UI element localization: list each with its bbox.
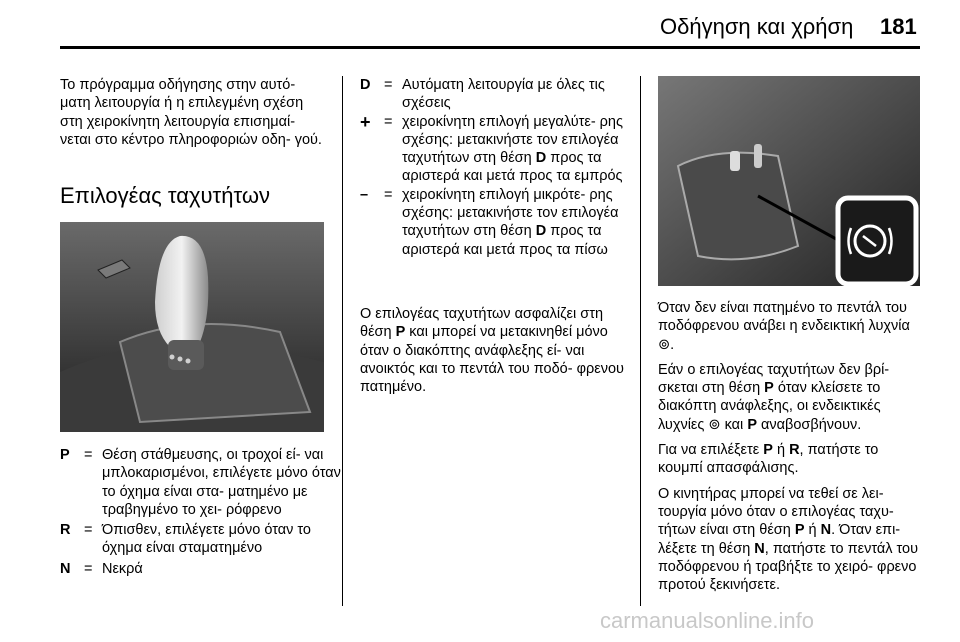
left-column: [60, 76, 325, 149]
def-key: N: [60, 560, 71, 577]
para-bold: N: [754, 540, 765, 557]
def-key: R: [60, 522, 71, 539]
def-key: +: [360, 111, 371, 132]
def-text: [402, 186, 624, 259]
def-key: D: [360, 77, 371, 93]
def-text-end: προς τα αριστερά και μετά προς τα πίσω: [402, 223, 608, 258]
def-text: Όπισθεν, επιλέγετε μόνο όταν το όχημα είναι σταματημένο: [102, 522, 311, 557]
para-text: και: [724, 416, 744, 433]
def-text: Θέση στάθμευσης, οι τροχοί εί- ναι μπλοκαρισμένοι, επιλέγετε μόνο όταν το όχημα είναι στα- ματημένο με τραβηγμένο το χει- ρόφρενο: [102, 447, 341, 518]
def-key: P: [60, 447, 70, 463]
right-paragraph-4: [658, 485, 922, 595]
page-number: 181: [880, 14, 917, 39]
para-text: , πατήστε το κουμπί απασφάλισης.: [658, 442, 879, 477]
para-text: ή: [776, 442, 786, 459]
watermark: carmanualsonline.info: [600, 608, 815, 633]
para-text: Ο επιλογέας ταχυτήτων ασφαλίζει στη θέση: [360, 306, 604, 341]
def-equals: =: [384, 186, 393, 203]
def-text: Αυτόματη λειτουργία με όλες τις σχέσεις: [402, 77, 605, 112]
def-text-start: χειροκίνητη επιλογή μικρότε- ρης σχέσης: μετακινήστε τον επιλογέα ταχυτήτων στη θέση: [402, 186, 619, 240]
para-text: .: [670, 336, 675, 353]
para-text: ή: [808, 522, 817, 539]
right-column: [658, 299, 922, 601]
brake-warning-icon: ⊚: [658, 336, 671, 353]
def-equals: =: [384, 113, 393, 130]
para-bold: P: [395, 324, 406, 341]
def-row-d: [360, 76, 624, 113]
def-text-start: χειροκίνητη επιλογή μεγαλύτε- ρης σχέσης: μετακινήστε τον επιλογέα ταχυτήτων στη θέση: [402, 113, 623, 167]
gear-selector-photo: [60, 222, 324, 432]
page-header-title: Οδήγηση και χρήση: [660, 14, 854, 39]
column-divider-right: [640, 76, 641, 606]
para-text: Για να επιλέξετε: [658, 442, 760, 459]
def-row-n: [60, 560, 342, 578]
right-paragraph-3: [658, 441, 922, 478]
middle-paragraph: [360, 305, 624, 396]
para-bold: N: [820, 522, 832, 539]
para-bold: P: [794, 522, 805, 539]
def-row-minus: [360, 186, 624, 259]
section-heading: Επιλογέας ταχυτήτων: [60, 183, 271, 208]
right-paragraph-1: [658, 299, 922, 354]
para-text: , πατήστε το πεντάλ του ποδόφρενου ή τραβήξτε το χειρό- φρενο προτού ξεκινήσετε.: [658, 540, 919, 594]
column-divider-left: [342, 76, 343, 606]
right-paragraph-2: [658, 361, 922, 434]
def-text-bold: D: [535, 150, 547, 167]
brake-warning-icon: ⊚: [708, 416, 721, 433]
def-equals: =: [84, 560, 93, 577]
def-equals: =: [84, 447, 93, 463]
para-text: Εάν ο επιλογέας ταχυτήτων δεν βρί- σκεται στη θέση: [658, 361, 890, 397]
para-text: Ο κινητήρας μπορεί να τεθεί σε λει- τουργία μόνο όταν ο επιλογέας ταχυ- τήτων είναι στη θέση: [658, 485, 894, 539]
def-equals: =: [384, 77, 393, 93]
def-text: [402, 113, 624, 186]
def-equals: =: [84, 522, 93, 539]
gear-selector-illustration: [60, 222, 324, 432]
brake-warning-photo: [658, 76, 920, 286]
middle-definition-list: [360, 76, 624, 259]
para-text: αναβοσβήνουν.: [761, 416, 862, 433]
para-bold: P: [764, 380, 774, 397]
def-text-end: προς τα αριστερά και μετά προς τα εμπρός: [402, 150, 623, 185]
def-key: –: [360, 186, 369, 203]
para-bold: P: [747, 416, 757, 433]
brake-warning-illustration: [658, 76, 920, 286]
header-rule: [60, 46, 920, 49]
para-text: Όταν δεν είναι πατημένο το πεντάλ του ποδόφρενου ανάβει η ενδεικτική λυχνία: [658, 300, 910, 335]
para-text: και μπορεί να μετακινηθεί μόνο όταν ο διακόπτης ανάφλεξης εί- ναι ανοικτός και το πεντάλ του ποδό- φρενου πατημένο.: [360, 324, 624, 396]
intro-paragraph: Το πρόγραμμα οδήγησης στην αυτό- ματη λειτουργία ή η επιλεγμένη σχέση στη χειροκίνητη λειτουργία επισημαί- νεται στο κέντρο πληροφοριών οδη- γού.: [60, 77, 322, 148]
def-row-r: [60, 521, 342, 558]
def-text-bold: D: [535, 223, 547, 240]
para-bold: R: [789, 442, 800, 459]
para-text: όταν κλείσετε το διακόπτη ανάφλεξης, οι ενδεικτικές λυχνίες: [658, 380, 881, 433]
def-row-p: [60, 446, 342, 519]
para-bold: P: [763, 442, 773, 459]
left-definition-list: [60, 446, 342, 578]
para-text: . Όταν επι- λέξετε τη θέση: [658, 522, 901, 557]
def-row-plus: [360, 113, 624, 186]
def-text: Νεκρά: [102, 560, 143, 577]
